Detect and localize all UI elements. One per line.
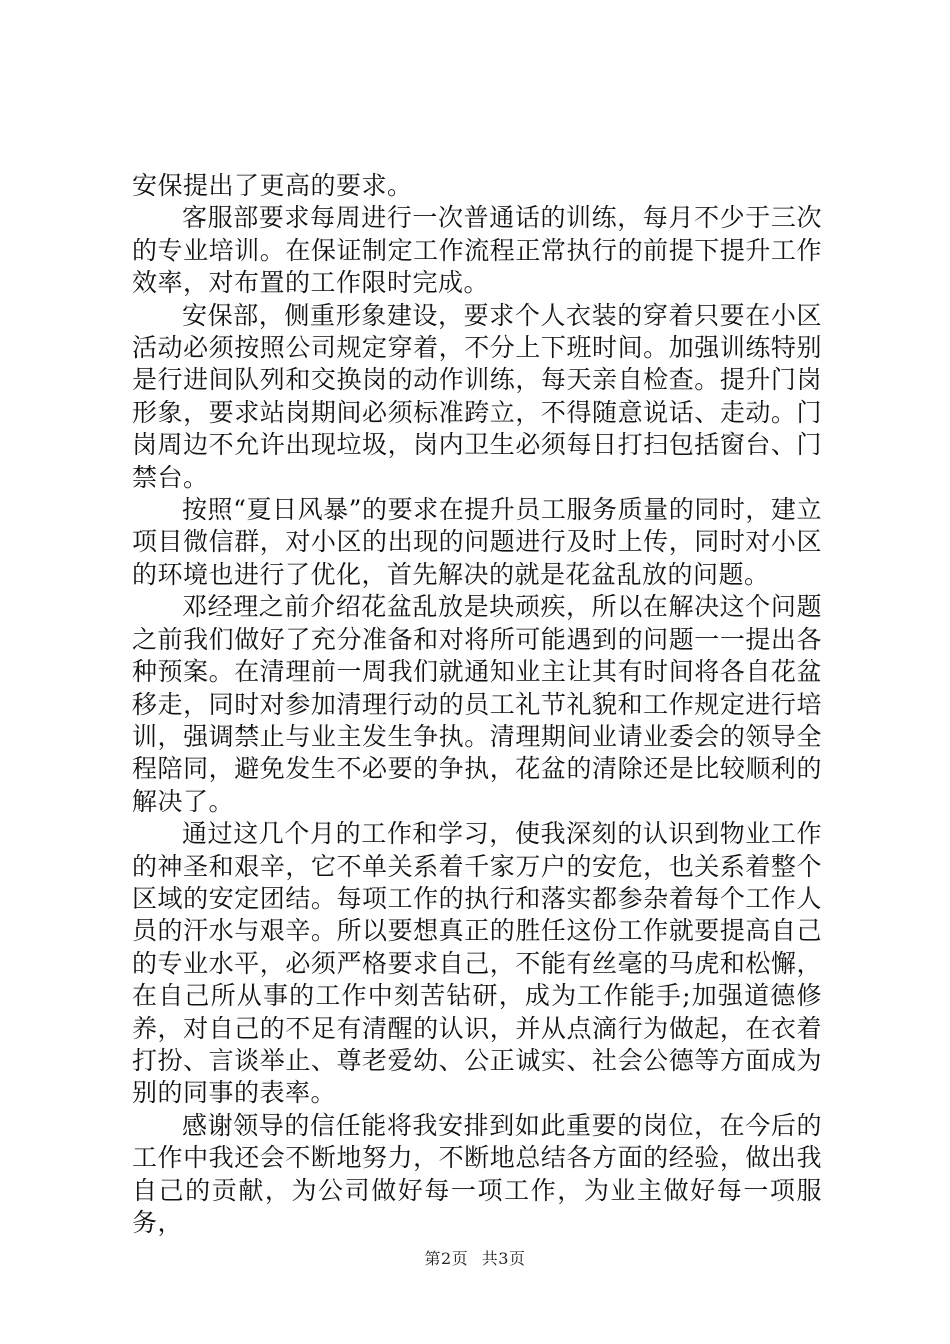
paragraph-customer-service: 客服部要求每周进行一次普通话的训练，每月不少于三次的专业培训。在保证制定工作流程正常执行的前提下提升工作效率，对布置的工作限时完成。 (132, 203, 822, 298)
paragraph-flowerpots: 邓经理之前介绍花盆乱放是块顽疾，所以在解决这个问题之前我们做好了充分准备和对将所可能遇到的问题一一提出各种预案。在清理前一周我们就通知业主让其有时间将各自花盆移走，同时对参加清理行动的员工礼节礼貌和工作规定进行培训，强调禁止与业主发生争执。清理期间业请业委会的领导全程陪同，避免发生不必要的争执，花盆的清除还是比较顺利的解决了。 (132, 592, 822, 816)
page-number-total: 共3页 (481, 1249, 526, 1268)
page-footer (0, 1246, 950, 1269)
paragraph-summer-storm: 按照“夏日风暴”的要求在提升员工服务质量的同时，建立项目微信群，对小区的出现的问题进行及时上传，同时对小区的环境也进行了优化，首先解决的就是花盆乱放的问题。 (132, 495, 822, 589)
paragraph-reflection: 通过这几个月的工作和学习，使我深刻的认识到物业工作的神圣和艰辛，它不单关系着千家万户的安危，也关系着整个区域的安定团结。每项工作的执行和落实都参杂着每个工作人员的汗水与艰辛。所以要想真正的胜任这份工作就要提高自己的专业水平，必须严格要求自己，不能有丝毫的马虎和松懈，在自己所从事的工作中刻苦钻研，成为工作能手;加强道德修养，对自己的不足有清醒的认识，并从点滴行为做起，在衣着打扮、言谈举止、尊老爱幼、公正诚实、社会公德等方面成为别的同事的表率。 (132, 819, 822, 1108)
paragraph-continuation: 安保提出了更高的要求。 (132, 171, 413, 200)
page-number-current: 第2页 (424, 1249, 469, 1268)
paragraph-security: 安保部，侧重形象建设，要求个人衣装的穿着只要在小区活动必须按照公司规定穿着，不分上下班时间。加强训练特别是行进间队列和交换岗的动作训练，每天亲自检查。提升门岗形象，要求站岗期间必须标准跨立，不得随意说话、走动。门岗周边不允许出现垃圾，岗内卫生必须每日打扫包括窗台、门禁台。 (132, 300, 822, 492)
paragraph-thanks: 感谢领导的信任能将我安排到如此重要的岗位，在今后的工作中我还会不断地努力，不断地总结各方面的经验，做出我自己的贡献，为公司做好每一项工作，为业主做好每一项服务， (132, 1110, 822, 1237)
document-body (132, 170, 822, 1239)
